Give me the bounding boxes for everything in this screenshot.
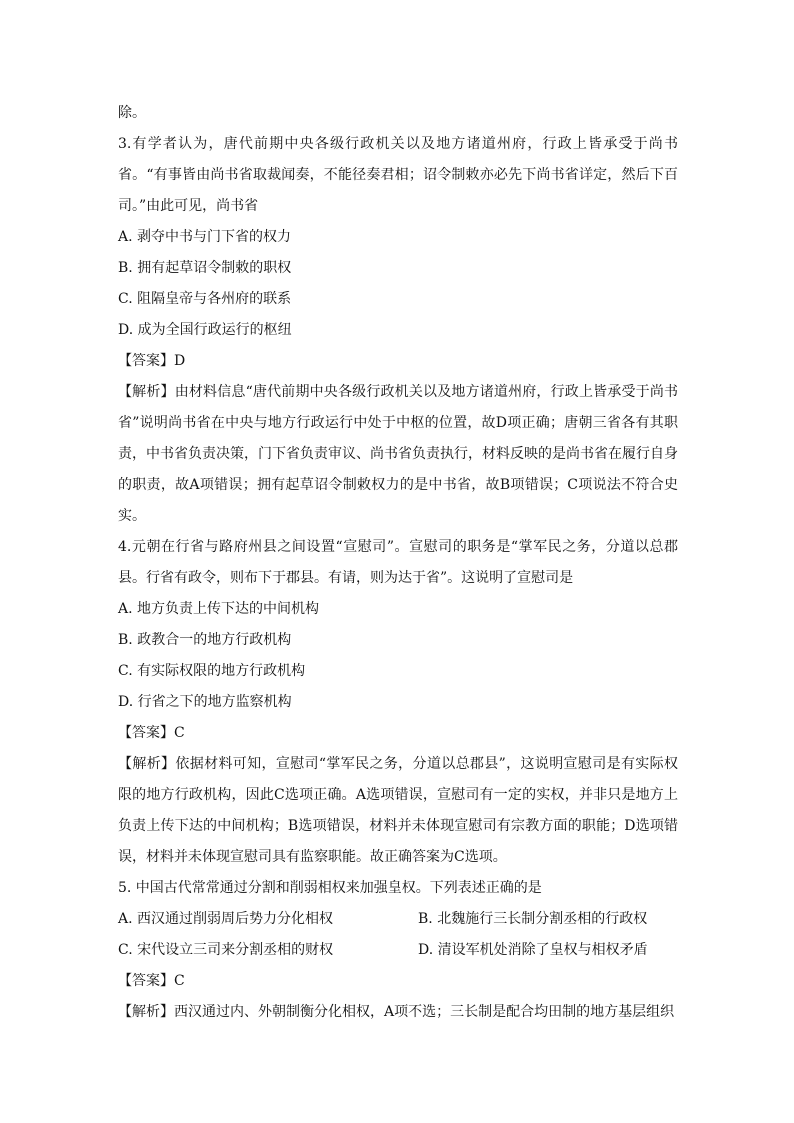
question-3-option-d: D. 成为全国行政运行的枢纽 — [118, 322, 292, 338]
question-5-stem: 5. 中国古代常常通过分割和削弱相权来加强皇权。下列表述正确的是 — [118, 880, 542, 896]
question-3-option-b: B. 拥有起草诏令制敕的职权 — [118, 260, 292, 276]
question-4-stem: 4.元朝在行省与路府州县之间设置“宣慰司”。宣慰司的职务是“掌军民之务，分道以总郡县。行省有政令，则布下于郡县。有请，则为达于省”。这说明了宣慰司是 — [118, 539, 678, 586]
question-4-option-d: D. 行省之下的地方监察机构 — [118, 694, 292, 710]
continued-text: 除。 — [118, 105, 146, 121]
question-4-option-c: C. 有实际权限的地方行政机构 — [118, 663, 306, 679]
question-3-stem: 3.有学者认为，唐代前期中央各级行政机关以及地方诸道州府，行政上皆承受于尚书省。“有事皆由尚书省取裁闻奏，不能径奏君相；诏令制敕亦必先下尚书省详定，然后下百司。”由此可见，尚书省 — [118, 136, 678, 214]
question-5-options-row-1 — [118, 904, 678, 935]
question-3-option-a: A. 剥夺中书与门下省的权力 — [118, 229, 292, 245]
document-page — [118, 98, 678, 1028]
question-4-option-b: B. 政教合一的地方行政机构 — [118, 632, 292, 648]
question-3-analysis: 【解析】由材料信息“唐代前期中央各级行政机关以及地方诸道州府，行政上皆承受于尚书省”说明尚书省在中央与地方行政运行中处于中枢的位置，故D项正确；唐朝三省各有其职责，中书省负责决策，门下省负责审议、尚书省负责执行，材料反映的是尚书省在履行自身的职责，故A项错误；拥有起草诏令制敕权力的是中书省，故B项错误；C项说法不符合史实。 — [118, 384, 678, 524]
question-5-option-c: C. 宋代设立三司来分割丞相的财权 — [118, 942, 334, 958]
question-5-option-d: D. 清设军机处消除了皇权与相权矛盾 — [418, 942, 648, 958]
question-3-answer: 【答案】D — [118, 353, 186, 369]
question-4-option-a: A. 地方负责上传下达的中间机构 — [118, 601, 320, 617]
question-5-option-a: A. 西汉通过削弱周后势力分化相权 — [118, 911, 334, 927]
question-3-option-c: C. 阻隔皇帝与各州府的联系 — [118, 291, 292, 307]
question-5-option-b: B. 北魏施行三长制分割丞相的行政权 — [418, 911, 648, 927]
question-5-options-row-2 — [118, 935, 678, 966]
question-4-analysis: 【解析】依据材料可知，宣慰司“掌军民之务，分道以总郡县”，这说明宣慰司是有实际权限的地方行政机构，因此C选项正确。A选项错误，宣慰司有一定的实权，并非只是地方上负责上传下达的中间机构；B选项错误，材料并未体现宣慰司有宗教方面的职能；D选项错误，材料并未体现宣慰司具有监察职能。故正确答案为C选项。 — [118, 756, 678, 865]
question-5-analysis: 【解析】西汉通过内、外朝制衡分化相权，A项不选；三长制是配合均田制的地方基层组织 — [118, 1004, 675, 1020]
question-4-answer: 【答案】C — [118, 725, 185, 741]
question-5-answer: 【答案】C — [118, 973, 185, 989]
